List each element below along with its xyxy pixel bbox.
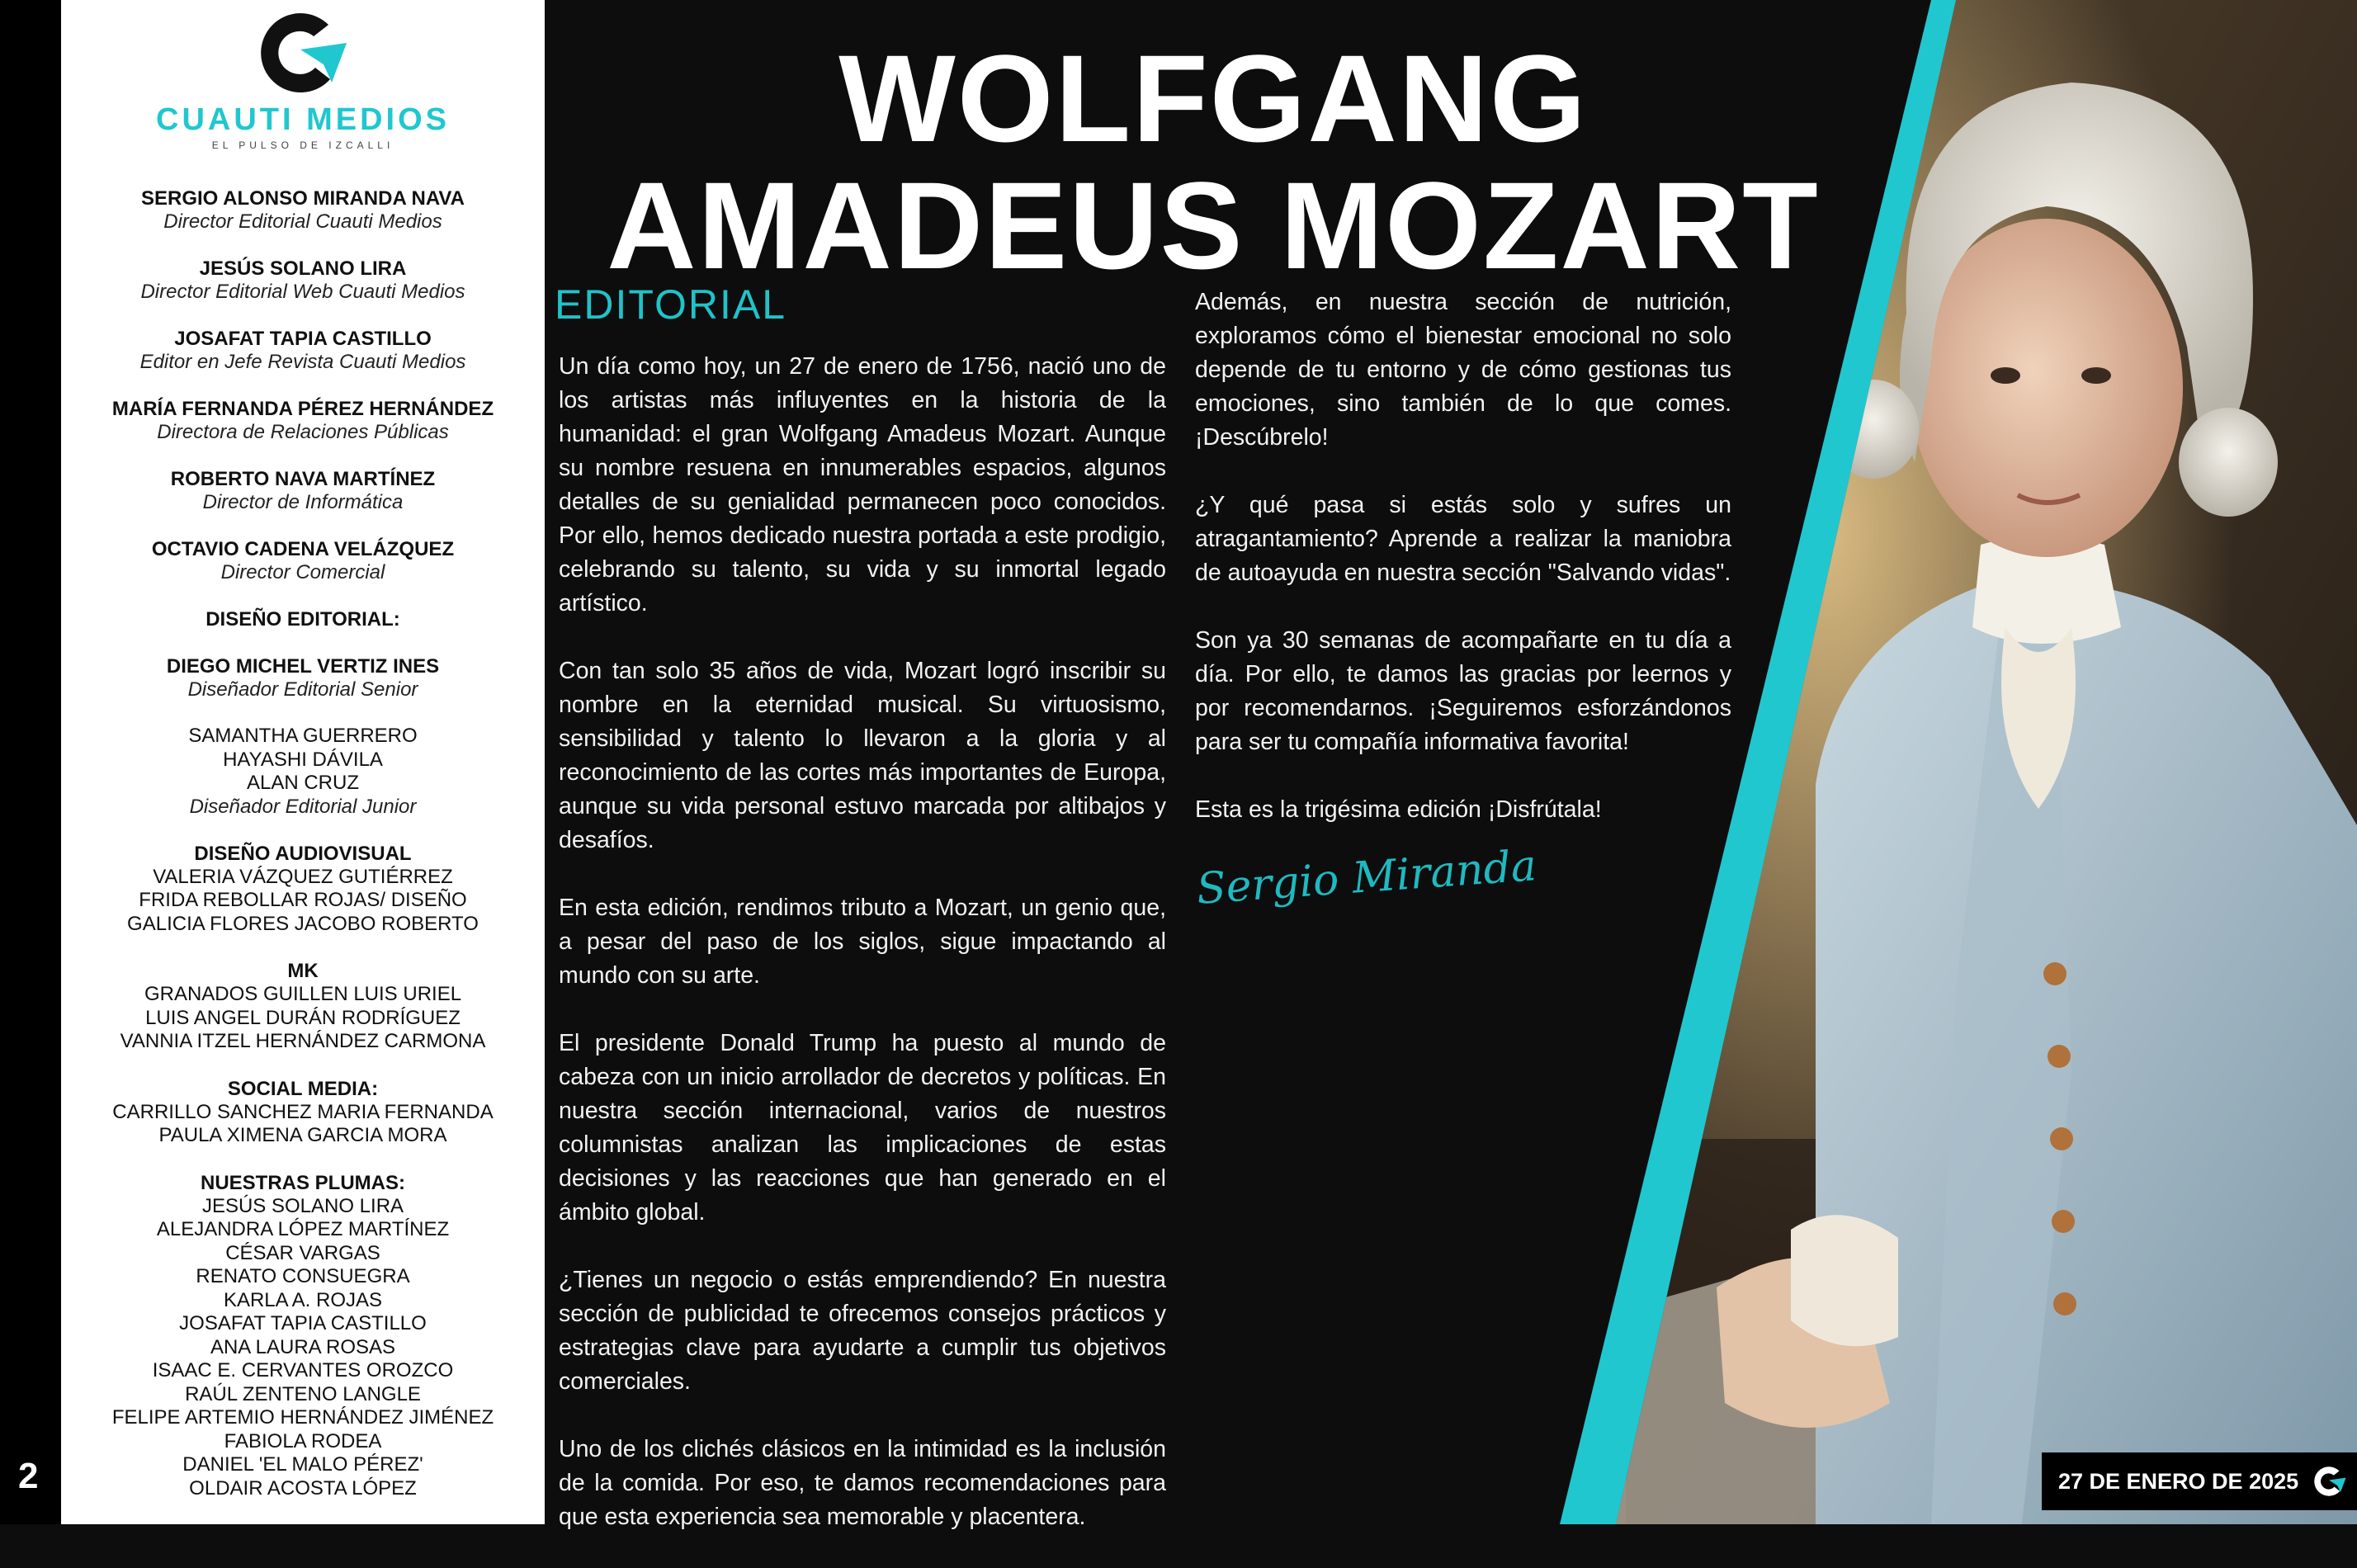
credit-member: KARLA A. ROJAS (223, 1288, 383, 1311)
credit-block (61, 1077, 545, 1171)
credit-member: OLDAIR ACOSTA LÓPEZ (189, 1476, 417, 1500)
credit-block (61, 1171, 545, 1524)
paragraph: Uno de los clichés clásicos en la intimidad es la inclusión de la comida. Por eso, te damos recomendaciones para que esta experiencia sea memorable y placentera. (559, 1436, 1166, 1530)
credit-spacer (61, 1054, 545, 1077)
mozart-portrait (1543, 0, 2357, 1524)
credit-role: Diseñador Editorial Senior (187, 678, 418, 701)
credit-list (61, 187, 545, 1523)
credit-block (61, 327, 545, 374)
credit-member: RENATO CONSUEGRA (196, 1265, 410, 1287)
paragraph: En esta edición, rendimos tributo a Mozart, un genio que, a pesar del paso de los siglos, sigue impactando al mundo con su arte. (559, 895, 1166, 989)
credit-member: DANIEL 'EL MALO PÉREZ' (182, 1453, 423, 1476)
title-line-2: AMADEUS MOZART (607, 156, 1820, 295)
date-footer (2042, 1452, 2357, 1510)
credit-block (61, 257, 545, 304)
paragraph: ¿Tienes un negocio o estás emprendiendo? En nuestra sección de publicidad te ofrecemos consejos prácticos y estrategias clave para ayudarte a cumplir tus objetivos comerciales. (559, 1267, 1166, 1395)
credit-member: VALERIA VÁZQUEZ GUTIÉRREZ (153, 865, 453, 888)
section-label: EDITORIAL (555, 281, 787, 328)
credit-member: LUIS ANGEL DURÁN RODRÍGUEZ (145, 1006, 461, 1029)
editor-signature: Sergio Miranda (1195, 841, 1538, 914)
credit-block (61, 725, 545, 819)
credit-role: Director Editorial Cuauti Medios (163, 210, 442, 233)
paragraph: Además, en nuestra sección de nutrición, exploramos cómo el bienestar emocional no solo depende de tu entorno y de cómo gestionas tus emociones, sino también de lo que comes. ¡Descúbrelo! (1195, 289, 1731, 451)
credits-panel (61, 0, 545, 1524)
credit-member: PAULA XIMENA GARCIA MORA (158, 1124, 447, 1146)
credit-name: SERGIO ALONSO MIRANDA NAVA (140, 187, 465, 210)
credit-spacer (61, 1500, 545, 1523)
credit-block (61, 467, 545, 514)
credit-spacer (61, 936, 545, 959)
brand-logo (61, 7, 545, 151)
paragraph: Esta es la trigésima edición ¡Disfrútala! (1195, 796, 1602, 823)
cuauti-small-logo-icon (2310, 1462, 2350, 1501)
credit-member: ANA LAURA ROSAS (210, 1335, 396, 1358)
credit-role: Diseñador Editorial Junior (189, 795, 417, 818)
portrait-illustration (1543, 0, 2357, 1524)
credit-heading: NUESTRAS PLUMAS: (200, 1171, 405, 1194)
credit-heading: DISEÑO EDITORIAL: (205, 608, 400, 631)
paragraph: Con tan solo 35 años de vida, Mozart logró inscribir su nombre en la eternidad musical. Su virtuosismo, sensibilidad y talento lo llevaron a la gloria y al reconocimiento de las cortes más importantes de Europa, aunque su vida personal estuvo marcada por altibajos y desafíos. (559, 658, 1166, 853)
paragraph: Son ya 30 semanas de acompañarte en tu día a día. Por ello, te damos las gracias por leernos y por recomendarnos. ¡Seguiremos esforzándonos para ser tu compañía informativa favorita! (1195, 627, 1731, 755)
credit-name: OCTAVIO CADENA VELÁZQUEZ (151, 538, 455, 560)
issue-date: 27 DE ENERO DE 2025 (2058, 1468, 2299, 1494)
editorial-column-1 (559, 350, 1166, 1568)
credit-role: Editor en Jefe Revista Cuauti Medios (139, 351, 466, 373)
credit-role: Directora de Relaciones Públicas (157, 421, 449, 443)
credit-member: ALAN CRUZ (246, 772, 360, 794)
credit-heading: SOCIAL MEDIA: (227, 1077, 379, 1100)
page-number: 2 (18, 1456, 39, 1496)
paragraph: Un día como hoy, un 27 de enero de 1756, nació uno de los artistas más influyentes en la historia de la humanidad: el gran Wolfgang Amadeus Mozart. Aunque su nombre resuena en innumerables espacios, algunos detalles de su genialidad permanecen poco conocidos. Por ello, hemos dedicado nuestra portada a este prodigio, celebrando su talento, su vida y su inmortal legado artístico. (559, 353, 1166, 616)
credit-member: SAMANTHA GUERRERO (188, 725, 418, 747)
credit-role: Director Editorial Web Cuauti Medios (140, 281, 465, 303)
credit-heading: MK (287, 960, 319, 982)
paragraph: El presidente Donald Trump ha puesto al mundo de cabeza con un inicio arrollador de decretos y políticas. En nuestra sección internacional, varios de nuestros columnistas analizan las implicaciones de estas decisiones y las reacciones que han generado en el ámbito global. (559, 1030, 1166, 1226)
credit-member: GALICIA FLORES JACOBO ROBERTO (127, 912, 479, 935)
credit-member: JOSAFAT TAPIA CASTILLO (179, 1312, 427, 1334)
credit-member: VANNIA ITZEL HERNÁNDEZ CARMONA (120, 1030, 486, 1052)
credit-spacer (61, 1148, 545, 1171)
left-black-strip (0, 0, 61, 1524)
title-line-1: WOLFGANG (838, 29, 1588, 168)
credit-block (61, 397, 545, 444)
credit-member: RAÚL ZENTENO LANGLE (185, 1382, 421, 1405)
credit-member: CARRILLO SANCHEZ MARIA FERNANDA (112, 1100, 494, 1123)
credit-block (61, 607, 545, 631)
credit-heading: DISEÑO AUDIOVISUAL (194, 842, 412, 865)
credit-block (61, 959, 545, 1077)
credit-block (61, 654, 545, 701)
credit-member: ISAAC E. CERVANTES OROZCO (152, 1359, 454, 1381)
credit-member: GRANADOS GUILLEN LUIS URIEL (144, 983, 462, 1005)
credit-role: Director Comercial (220, 561, 385, 583)
credit-name: ROBERTO NAVA MARTÍNEZ (170, 468, 436, 490)
credit-member: FABIOLA RODEA (224, 1429, 382, 1452)
credit-name: JESÚS SOLANO LIRA (199, 257, 407, 280)
credit-member: FRIDA REBOLLAR ROJAS/ DISEÑO (139, 889, 467, 911)
paragraph: ¿Y qué pasa si estás solo y sufres un atragantamiento? Aprende a realizar la maniobra de autoayuda en nuestra sección "Salvando vidas". (1195, 492, 1731, 586)
credit-name: JOSAFAT TAPIA CASTILLO (174, 328, 432, 350)
cuauti-logo-icon (249, 7, 357, 99)
credit-member: FELIPE ARTEMIO HERNÁNDEZ JIMÉNEZ (111, 1406, 494, 1429)
credit-member: JESÚS SOLANO LIRA (201, 1194, 404, 1217)
brand-tagline: EL PULSO DE IZCALLI (211, 139, 394, 151)
credit-member: CÉSAR VARGAS (225, 1241, 380, 1264)
brand-name: CUAUTI MEDIOS (156, 102, 450, 137)
credit-block (61, 842, 545, 960)
credit-name: MARÍA FERNANDA PÉREZ HERNÁNDEZ (111, 398, 494, 420)
credit-member: HAYASHI DÁVILA (223, 748, 383, 771)
credit-block (61, 187, 545, 234)
credit-name: DIEGO MICHEL VERTIZ INES (166, 655, 440, 678)
credit-block (61, 537, 545, 584)
credit-role: Director de Informática (202, 491, 404, 513)
credit-member: ALEJANDRA LÓPEZ MARTÍNEZ (156, 1218, 450, 1240)
